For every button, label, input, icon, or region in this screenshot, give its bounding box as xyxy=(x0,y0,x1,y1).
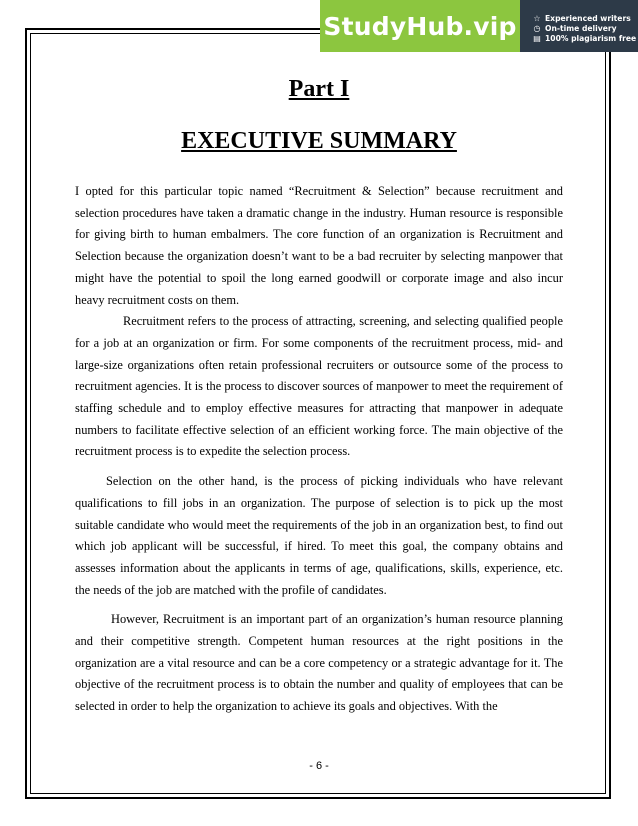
studyhub-banner[interactable] xyxy=(320,0,638,52)
studyhub-logo[interactable]: StudyHub.vip xyxy=(320,0,520,52)
page-number: - 6 - xyxy=(309,760,329,772)
feature-experienced-writers xyxy=(532,14,638,23)
star-icon: ☆ xyxy=(533,13,541,23)
paragraph-however: However, Recruitment is an important part of an organization’s human resource planning and their competitive strength. Competent human resources at the right positions in the organization are a vital resource and can be a core competency or a strategic advantage for it. The objective of the recruitment process is to obtain the number and quality of employees that can be selected in order to help the organization to achieve its goals and objectives. With the xyxy=(75,612,563,714)
feature-label: 100% plagiarism free xyxy=(545,33,637,43)
clock-icon: ◷ xyxy=(533,23,541,33)
section-title: EXECUTIVE SUMMARY xyxy=(181,128,457,154)
feature-plagiarism-free xyxy=(532,34,638,43)
part-title: Part I xyxy=(288,76,350,102)
paragraph-recruitment: Recruitment refers to the process of attracting, screening, and selecting qualified people for a job at an organization or firm. For some components of the recruitment process, mid- and large-size organizations often retain professional recruiters or outsource some of the process to recruitment agencies. It is the process to discover sources of manpower to meet the requirement of staffing schedule and to employ effective measures for attracting that manpower in adequate numbers to facilitate effective selection of an efficient working force. The main objective of the recruitment process is to expedite the selection process. xyxy=(75,314,563,459)
paragraph-intro: I opted for this particular topic named “Recruitment & Selection” because recruitment and selection procedures have taken a dramatic change in the industry. Human resource is responsible for giving birth to human embalmers. The core function of an organization is Recruitment and Selection because the organization doesn’t want to be a bad recruiter by selecting manpower that might have the potential to spoil the long earned goodwill or corporate image and also incur heavy recruitment costs on them. xyxy=(75,184,563,307)
feature-on-time-delivery xyxy=(532,24,638,33)
paragraph-selection: Selection on the other hand, is the process of picking individuals who have relevant qualifications to fill jobs in an organization. The purpose of selection is to pick up the most suitable candidate who would meet the requirements of the job in an organization best, to find out which job applicant will be successful, if hired. To meet this goal, the company obtains and assesses information about the applicants in terms of age, qualifications, skills, experience, etc. the needs of the job are matched with the profile of candidates. xyxy=(75,474,563,597)
document-icon: ▤ xyxy=(533,33,541,43)
banner-features xyxy=(520,0,638,52)
feature-label: On-time delivery xyxy=(545,23,617,33)
document-body xyxy=(75,181,563,718)
feature-label: Experienced writers xyxy=(545,13,631,23)
